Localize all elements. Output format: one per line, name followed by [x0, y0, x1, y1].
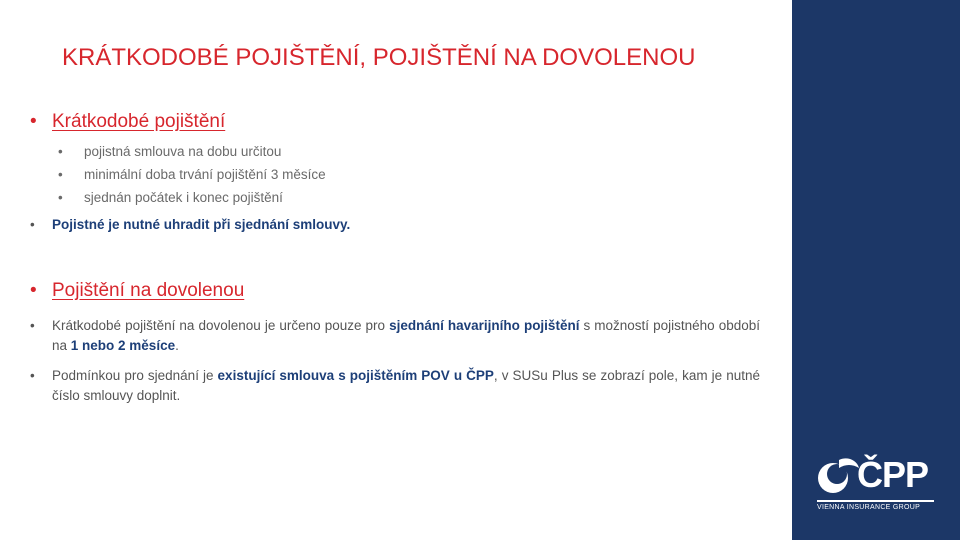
list-item-text: pojistná smlouva na dobu určitou	[84, 144, 282, 159]
text-run: .	[175, 338, 179, 353]
highlight-text: existující smlouva s pojištěním POV u ČPP	[217, 368, 494, 383]
payment-note	[30, 215, 760, 235]
section-heading-short-term	[30, 111, 225, 133]
bullet: •	[30, 318, 35, 333]
list-item	[58, 144, 281, 159]
bullet: •	[30, 111, 37, 132]
bullet: •	[58, 167, 63, 182]
section-heading-label: Krátkodobé pojištění	[52, 111, 226, 132]
list-item	[58, 167, 326, 182]
bullet: •	[58, 190, 63, 205]
section-heading-holiday	[30, 280, 244, 302]
holiday-paragraph-1	[30, 316, 760, 356]
text-run: Podmínkou pro sjednání je	[52, 368, 218, 383]
logo-divider	[817, 500, 934, 502]
text-run: s možností pojistného období na	[52, 318, 760, 353]
paragraph-text	[52, 366, 760, 406]
bullet: •	[58, 144, 63, 159]
section-heading-label: Pojištění na dovolenou	[52, 280, 245, 301]
cpp-logo	[813, 452, 937, 516]
text-run: , v SUSu Plus se zobrazí pole, kam je nutné číslo smlouvy doplnit.	[52, 368, 760, 403]
payment-note-text: Pojistné je nutné uhradit při sjednání smlouvy.	[52, 217, 351, 232]
highlight-text: 1 nebo 2 měsíce	[70, 338, 176, 353]
bullet: •	[30, 217, 35, 232]
list-item	[58, 190, 283, 205]
paragraph-text	[52, 316, 760, 356]
highlight-text: sjednání havarijního pojištění	[389, 318, 580, 333]
list-item-text: minimální doba trvání pojištění 3 měsíce	[84, 167, 326, 182]
text-run: Krátkodobé pojištění na dovolenou je určeno pouze pro	[52, 318, 390, 333]
bullet: •	[30, 280, 37, 301]
logo-wordmark: ČPP	[857, 454, 929, 495]
logo-tagline: VIENNA INSURANCE GROUP	[817, 504, 921, 511]
holiday-paragraph-2	[30, 366, 760, 406]
cpp-swirl-logo-icon	[813, 454, 861, 500]
page-title: KRÁTKODOBÉ POJIŠTĚNÍ, POJIŠTĚNÍ NA DOVOLENOU	[62, 44, 696, 71]
list-item-text: sjednán počátek i konec pojištění	[84, 190, 283, 205]
bullet: •	[30, 368, 35, 383]
